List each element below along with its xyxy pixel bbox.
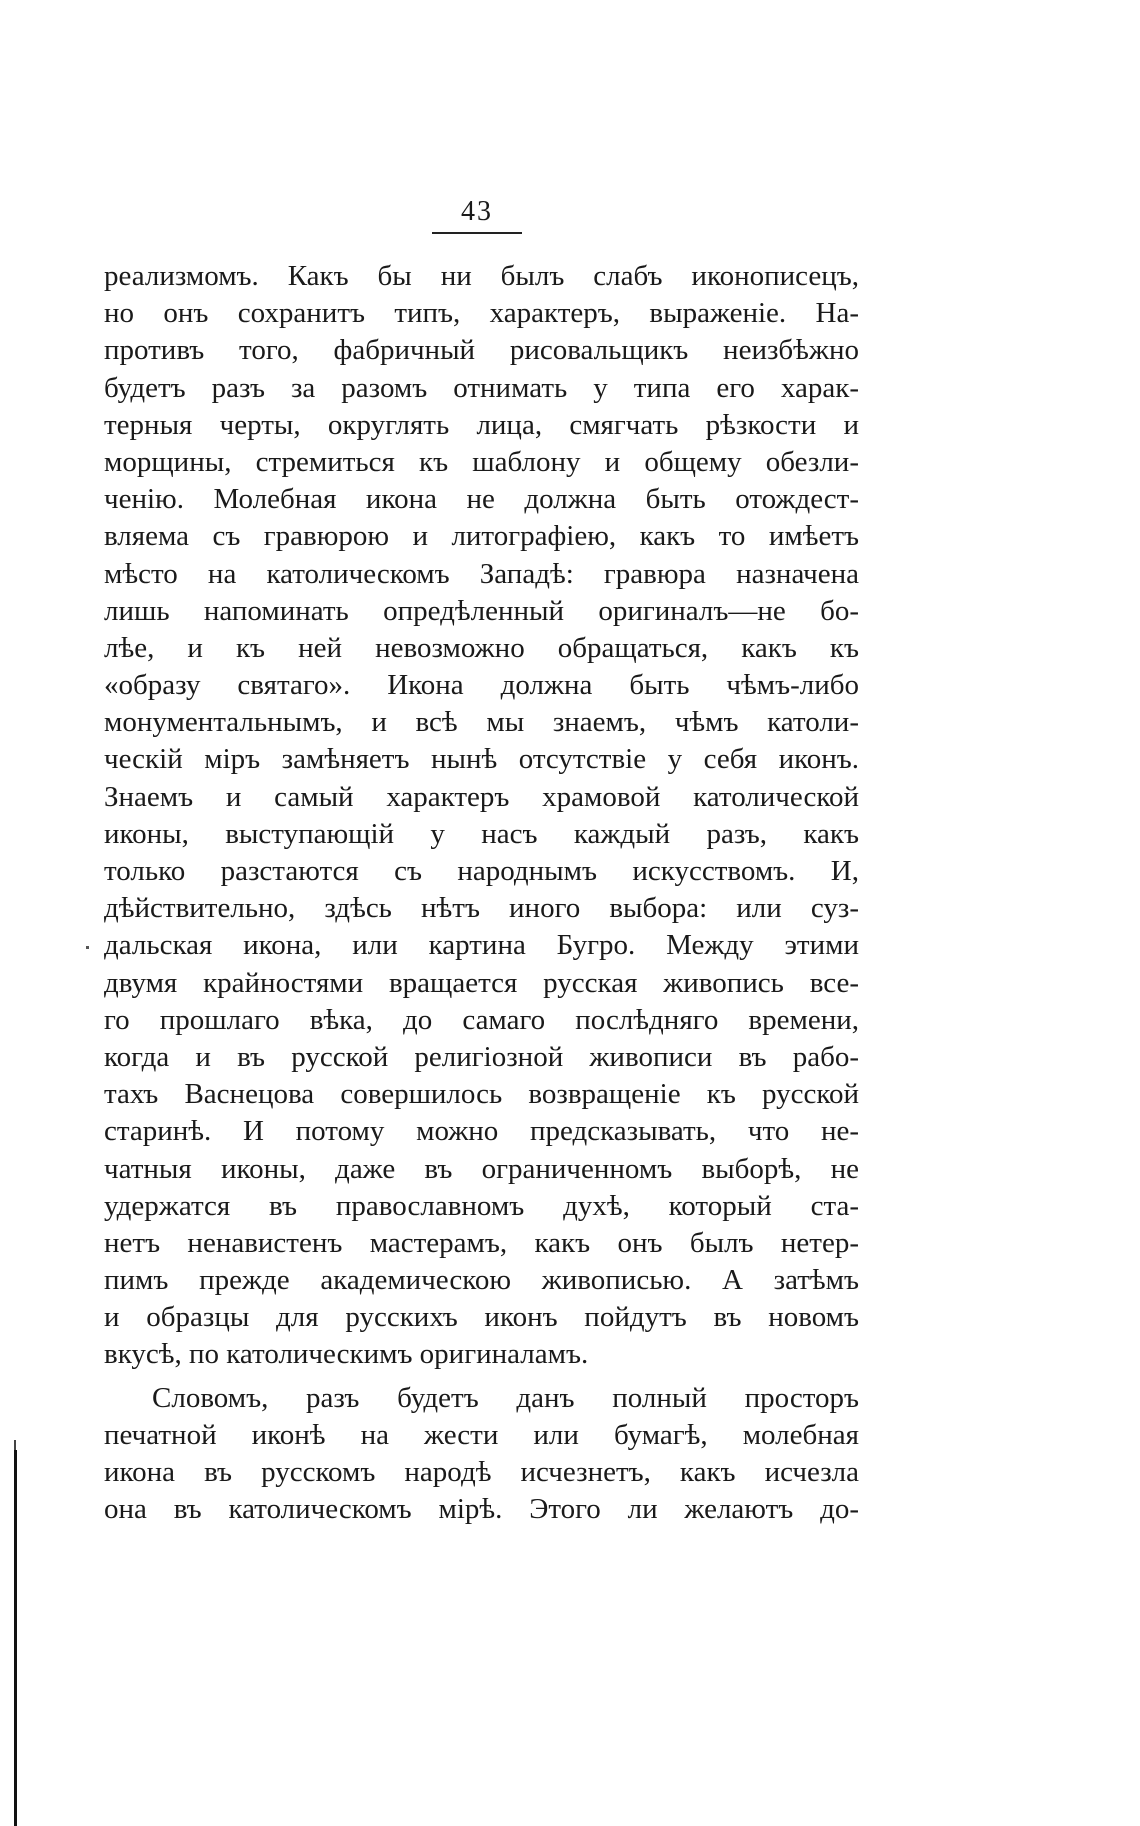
text-line: пимъ прежде академическою живописью. А затѣмъ: [104, 1264, 859, 1297]
text-line: только разстаются съ народнымъ искусствомъ. И,: [104, 855, 859, 887]
text-line: Словомъ, разъ будетъ данъ полный просторъ: [152, 1381, 859, 1414]
text-line: когда и въ русской религіозной живописи въ рабо-: [104, 1040, 859, 1073]
text-line: лишь напоминать опредѣленный оригиналъ—не бо-: [104, 594, 859, 627]
text-line: терныя черты, округлять лица, смягчать рѣзкости и: [104, 408, 859, 441]
text-line: печатной иконѣ на жести или бумагѣ, молебная: [104, 1418, 859, 1451]
text-line: ческій міръ замѣняетъ нынѣ отсутствіе у себя иконъ.: [104, 743, 859, 776]
text-line: морщины, стремиться къ шаблону и общему обезли-: [104, 445, 859, 478]
text-line: удержатся въ православномъ духѣ, который ста-: [104, 1189, 859, 1222]
text-line: реализмомъ. Какъ бы ни былъ слабъ иконописецъ,: [104, 260, 859, 292]
page-number-rule: [432, 232, 522, 234]
text-line: она въ католическомъ мірѣ. Этого ли желаютъ до-: [104, 1493, 859, 1526]
text-line: «образу святаго». Икона должна быть чѣмъ-либо: [104, 669, 859, 702]
text-line: нетъ ненавистенъ мастерамъ, какъ онъ былъ нетер-: [104, 1226, 859, 1259]
text-line: иконы, выступающій у насъ каждый разъ, какъ: [104, 817, 859, 850]
text-line: но онъ сохранитъ типъ, характеръ, выраженіе. На-: [104, 297, 859, 330]
text-line: чатныя иконы, даже въ ограниченномъ выборѣ, не: [104, 1152, 859, 1185]
text-line: ченію. Молебная икона не должна быть отождест-: [104, 483, 859, 516]
text-line: двумя крайностями вращается русская живопись все-: [104, 966, 859, 999]
text-line: монументальнымъ, и всѣ мы знаемъ, чѣмъ католи-: [104, 706, 859, 739]
text-line: дѣйствительно, здѣсь нѣтъ иного выбора: или суз-: [104, 892, 859, 925]
text-line: вляема съ гравюрою и литографіею, какъ то имѣетъ: [104, 520, 859, 553]
scan-edge-line: [14, 1450, 17, 1826]
text-line: дальская икона, или картина Бугро. Между этими: [104, 929, 859, 962]
scan-speck: [86, 946, 89, 949]
text-line: вкусѣ, по католическимъ оригиналамъ.: [104, 1338, 589, 1371]
text-line: икона въ русскомъ народѣ исчезнетъ, какъ исчезла: [104, 1456, 859, 1488]
paragraph-2: [104, 1380, 859, 1529]
body-text: [104, 258, 859, 1528]
text-line: тахъ Васнецова совершилось возвращеніе къ русской: [104, 1078, 859, 1111]
text-line: го прошлаго вѣка, до самаго послѣдняго времени,: [104, 1003, 859, 1036]
text-line: и образцы для русскихъ иконъ пойдутъ въ новомъ: [104, 1301, 859, 1334]
text-line: старинѣ. И потому можно предсказывать, что не-: [104, 1115, 859, 1148]
paragraph-1: [104, 258, 859, 1374]
text-line: противъ того, фабричный рисовальщикъ неизбѣжно: [104, 334, 859, 367]
text-line: Знаемъ и самый характеръ храмовой католической: [104, 780, 859, 813]
page-number: 43: [461, 196, 493, 227]
text-line: мѣсто на католическомъ Западѣ: гравюра назначена: [104, 557, 859, 590]
text-line: лѣе, и къ ней невозможно обращаться, какъ къ: [104, 631, 859, 664]
text-line: будетъ разъ за разомъ отнимать у типа его харак-: [104, 371, 859, 404]
